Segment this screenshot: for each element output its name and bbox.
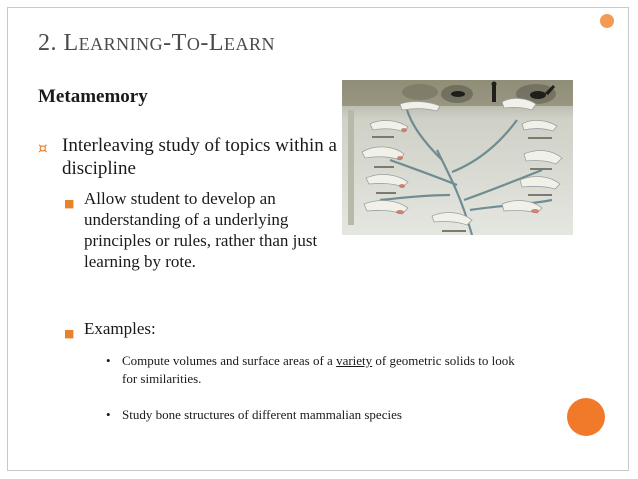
slide-title bbox=[38, 30, 275, 57]
bullet-icon: ¤ bbox=[38, 139, 48, 157]
sub-bullet-text: Examples: bbox=[84, 319, 156, 338]
evolution-tree-illustration bbox=[342, 80, 573, 235]
title-number: 2. bbox=[38, 30, 57, 56]
example-item bbox=[106, 406, 526, 424]
title-cap-2: -T bbox=[163, 30, 187, 56]
example-text: Study bone structures of different mammalian species bbox=[122, 407, 402, 422]
example-text-part: Compute volumes and surface areas of a bbox=[122, 353, 337, 368]
decorative-circle bbox=[567, 398, 605, 436]
bullet-text: Interleaving study of topics within a discipline bbox=[62, 135, 337, 179]
sub-bullet-item bbox=[64, 188, 334, 272]
title-cap-3: -L bbox=[200, 30, 224, 56]
slide-subtitle: Metamemory bbox=[38, 86, 148, 107]
title-rest-1: EARNING bbox=[78, 34, 164, 54]
dot-bullet-icon: • bbox=[106, 407, 111, 422]
example-item bbox=[106, 352, 526, 388]
title-cap-1: L bbox=[63, 30, 79, 56]
square-bullet-icon: ■ bbox=[64, 327, 75, 340]
title-rest-3: EARN bbox=[223, 34, 275, 54]
sub-bullet-item bbox=[64, 318, 334, 339]
example-text-part: of geometric solids to look for similarities. bbox=[122, 353, 515, 386]
example-text bbox=[122, 352, 526, 388]
sub-bullet-text: Allow student to develop an understanding of a underlying principles or rules, rather than just learning by rote. bbox=[84, 189, 318, 271]
example-text-underlined: variety bbox=[336, 353, 373, 368]
dot-bullet-icon: • bbox=[106, 353, 111, 368]
title-rest-2: O bbox=[186, 34, 201, 54]
bullet-item bbox=[38, 134, 338, 180]
square-bullet-icon: ■ bbox=[64, 197, 75, 210]
mammal-jaw-evolution-image bbox=[342, 80, 573, 235]
decorative-dot bbox=[600, 14, 614, 28]
